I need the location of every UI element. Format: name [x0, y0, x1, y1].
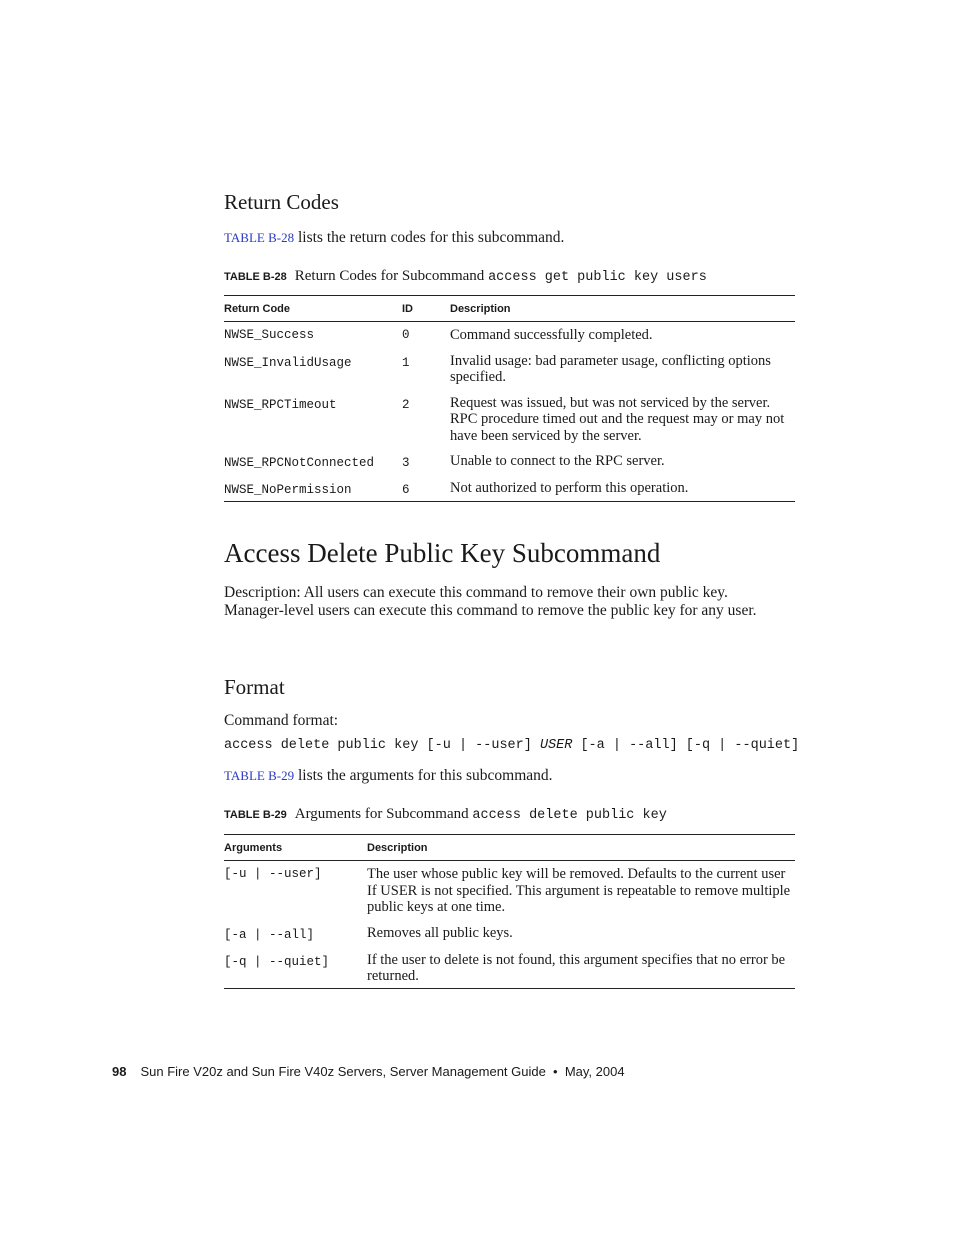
id-cell: 2: [402, 397, 410, 412]
column-header-return-code: Return Code: [224, 296, 402, 322]
table-b29-link[interactable]: TABLE B-29: [224, 768, 295, 783]
return-codes-intro: [224, 229, 564, 247]
arguments-intro-text: lists the arguments for this subcommand.: [294, 767, 553, 784]
return-code-cell: NWSE_InvalidUsage: [224, 355, 352, 370]
description-cell: Not authorized to perform this operation.: [450, 480, 689, 496]
return-code-cell: NWSE_RPCTimeout: [224, 397, 337, 412]
table-row: [224, 448, 795, 475]
table-row: [224, 475, 795, 502]
return-code-cell: NWSE_Success: [224, 328, 315, 342]
description-cell: Request was issued, but was not serviced by the server. RPC procedure timed out and the request may or may not have been serviced by the server.: [450, 394, 785, 444]
table-b29-caption: [224, 806, 667, 823]
description-cell: Invalid usage: bad parameter usage, conflicting options specified.: [450, 352, 771, 385]
description-cell: Removes all public keys.: [367, 924, 513, 941]
argument-cell: [-u | --user]: [224, 867, 322, 881]
command-format-label: Command format:: [224, 712, 339, 729]
id-cell: 0: [402, 328, 410, 342]
subcommand-description: Description: All users can execute this command to remove their own public key. Manager-level users can execute this command to remove the public key for any user.: [224, 584, 757, 619]
column-header-arguments: Arguments: [224, 835, 367, 861]
description-cell: The user whose public key will be removed. Defaults to the current user If USER is not specified. This argument is repeatable to remove multiple public keys at one time.: [367, 866, 791, 915]
return-codes-intro-text: lists the return codes for this subcommand.: [294, 229, 565, 246]
table-b28-link[interactable]: TABLE B-28: [224, 230, 295, 245]
table-b29-number: TABLE B-29: [224, 809, 287, 821]
table-header-row: [224, 296, 795, 322]
return-code-cell: NWSE_NoPermission: [224, 483, 352, 497]
arguments-table: [224, 834, 795, 989]
table-row: [224, 322, 795, 348]
table-row: [224, 920, 795, 947]
format-heading: Format: [224, 675, 285, 699]
description-cell: Unable to connect to the RPC server.: [450, 453, 665, 469]
command-syntax: [224, 738, 799, 753]
table-row: [224, 390, 795, 449]
table-b28-title: Return Codes for Subcommand: [294, 268, 489, 284]
command-user-arg: USER: [539, 738, 573, 753]
description-cell: Command successfully completed.: [450, 327, 653, 343]
command-suffix: [-a | --all] [-q | --quiet]: [572, 738, 800, 753]
table-b29-title-code: access delete public key: [472, 808, 667, 823]
return-codes-table: [224, 295, 795, 502]
argument-cell: [-q | --quiet]: [224, 954, 330, 969]
command-prefix: access delete public key [-u | --user]: [224, 738, 540, 753]
column-header-description: Description: [450, 296, 795, 322]
table-header-row: [224, 835, 795, 861]
table-b28-number: TABLE B-28: [224, 271, 287, 283]
page-footer: [112, 1064, 625, 1079]
argument-cell: [-a | --all]: [224, 927, 315, 942]
description-cell: If the user to delete is not found, this argument specifies that no error be returned.: [367, 951, 786, 984]
table-row: [224, 947, 795, 989]
page-title: Access Delete Public Key Subcommand: [224, 538, 661, 568]
id-cell: 6: [402, 483, 410, 497]
return-codes-heading: Return Codes: [224, 190, 339, 214]
column-header-description: Description: [367, 835, 795, 861]
arguments-intro: [224, 767, 553, 785]
id-cell: 1: [402, 355, 410, 370]
column-header-id: ID: [402, 296, 450, 322]
page-number: 98: [112, 1064, 127, 1079]
footer-text: Sun Fire V20z and Sun Fire V40z Servers, Server Management Guide • May, 2004: [140, 1064, 625, 1079]
id-cell: 3: [402, 456, 410, 470]
return-code-cell: NWSE_RPCNotConnected: [224, 456, 375, 470]
table-b28-title-code: access get public key users: [488, 270, 707, 285]
table-row: [224, 348, 795, 390]
table-b29-title: Arguments for Subcommand: [294, 806, 473, 822]
table-b28-caption: [224, 268, 707, 285]
table-row: [224, 861, 795, 920]
